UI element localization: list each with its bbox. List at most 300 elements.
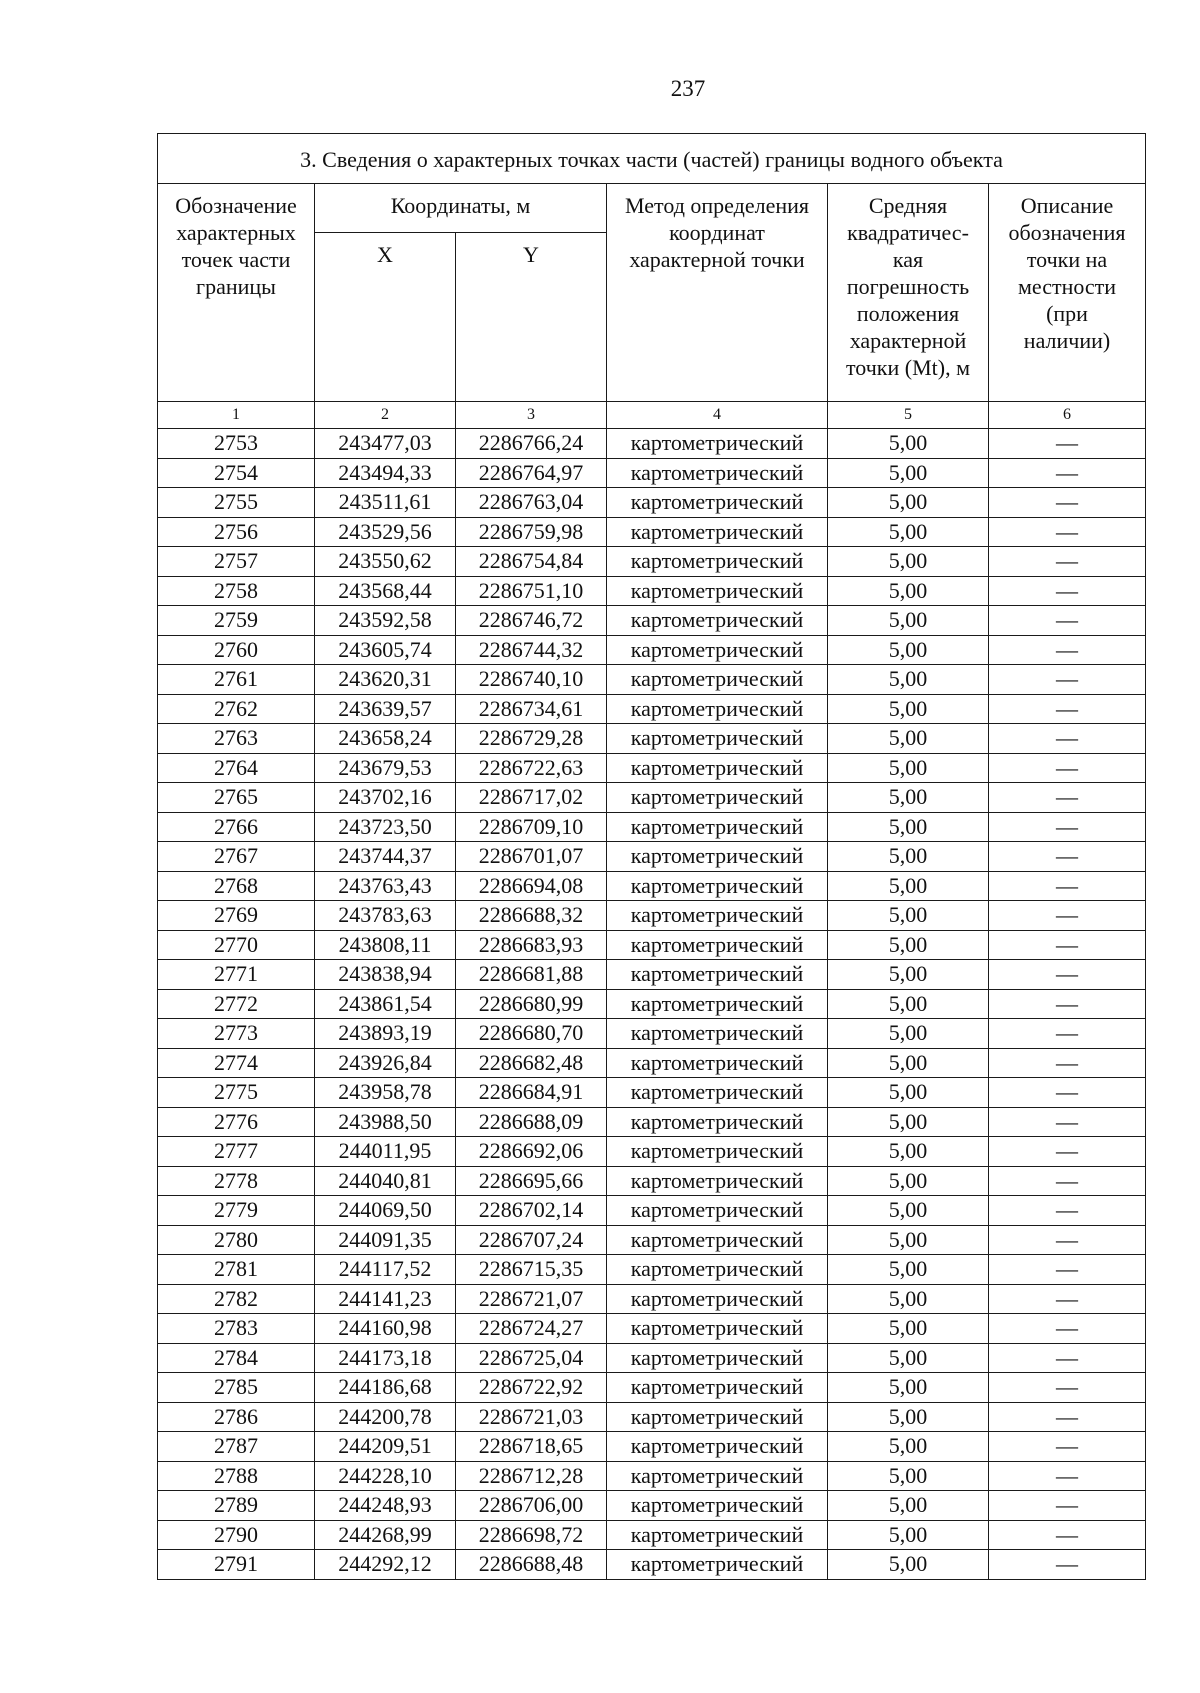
header-row-1 — [158, 184, 1146, 233]
y-coordinate-cell: 2286688,09 — [456, 1107, 607, 1137]
x-coordinate-cell: 243529,56 — [315, 517, 456, 547]
error-cell: 5,00 — [828, 547, 989, 577]
x-coordinate-cell: 244160,98 — [315, 1314, 456, 1344]
table-row — [158, 1461, 1146, 1491]
x-coordinate-cell: 243477,03 — [315, 429, 456, 459]
method-cell: картометрический — [607, 1284, 828, 1314]
table-row — [158, 458, 1146, 488]
header-x-text: X — [377, 242, 393, 267]
y-coordinate-cell: 2286740,10 — [456, 665, 607, 695]
y-coordinate-cell: 2286746,72 — [456, 606, 607, 636]
method-cell: картометрический — [607, 1461, 828, 1491]
point-cell: 2761 — [158, 665, 315, 695]
error-cell: 5,00 — [828, 1166, 989, 1196]
header-error-line: Средняя — [868, 193, 948, 218]
x-coordinate-cell: 243893,19 — [315, 1019, 456, 1049]
x-coordinate-cell: 244040,81 — [315, 1166, 456, 1196]
y-coordinate-cell: 2286744,32 — [456, 635, 607, 665]
point-cell: 2756 — [158, 517, 315, 547]
method-cell: картометрический — [607, 960, 828, 990]
description-cell: — — [989, 458, 1146, 488]
description-cell: — — [989, 812, 1146, 842]
table-row — [158, 1137, 1146, 1167]
header-x — [315, 233, 456, 402]
error-cell: 5,00 — [828, 871, 989, 901]
point-cell: 2774 — [158, 1048, 315, 1078]
point-cell: 2776 — [158, 1107, 315, 1137]
error-cell: 5,00 — [828, 842, 989, 872]
error-cell: 5,00 — [828, 812, 989, 842]
table-row — [158, 930, 1146, 960]
error-cell: 5,00 — [828, 1520, 989, 1550]
error-cell: 5,00 — [828, 1048, 989, 1078]
header-method-line: Метод определения — [624, 193, 810, 218]
method-cell: картометрический — [607, 694, 828, 724]
table-row — [158, 635, 1146, 665]
table-row — [158, 606, 1146, 636]
column-number-row — [158, 402, 1146, 429]
x-coordinate-cell: 244069,50 — [315, 1196, 456, 1226]
y-coordinate-cell: 2286701,07 — [456, 842, 607, 872]
x-coordinate-cell: 243763,43 — [315, 871, 456, 901]
error-cell: 5,00 — [828, 1137, 989, 1167]
table-row — [158, 576, 1146, 606]
table-row — [158, 1019, 1146, 1049]
x-coordinate-cell: 243568,44 — [315, 576, 456, 606]
method-cell: картометрический — [607, 488, 828, 518]
method-cell: картометрический — [607, 783, 828, 813]
y-coordinate-cell: 2286709,10 — [456, 812, 607, 842]
y-coordinate-cell: 2286683,93 — [456, 930, 607, 960]
table-title-text: 3. Сведения о характерных точках части (частей) границы водного объекта — [300, 146, 1003, 172]
error-cell: 5,00 — [828, 724, 989, 754]
point-cell: 2791 — [158, 1550, 315, 1580]
point-cell: 2773 — [158, 1019, 315, 1049]
table-row — [158, 665, 1146, 695]
point-cell: 2790 — [158, 1520, 315, 1550]
error-cell: 5,00 — [828, 1225, 989, 1255]
point-cell: 2754 — [158, 458, 315, 488]
point-cell: 2784 — [158, 1343, 315, 1373]
y-coordinate-cell: 2286721,07 — [456, 1284, 607, 1314]
method-cell: картометрический — [607, 429, 828, 459]
description-cell: — — [989, 1107, 1146, 1137]
point-cell: 2765 — [158, 783, 315, 813]
point-cell: 2787 — [158, 1432, 315, 1462]
description-cell: — — [989, 1461, 1146, 1491]
header-method — [607, 184, 828, 402]
x-coordinate-cell: 244209,51 — [315, 1432, 456, 1462]
column-number: 1 — [158, 402, 315, 429]
error-cell: 5,00 — [828, 429, 989, 459]
point-cell: 2785 — [158, 1373, 315, 1403]
x-coordinate-cell: 243679,53 — [315, 753, 456, 783]
method-cell: картометрический — [607, 842, 828, 872]
y-coordinate-cell: 2286724,27 — [456, 1314, 607, 1344]
method-cell: картометрический — [607, 753, 828, 783]
table-row — [158, 1402, 1146, 1432]
error-cell: 5,00 — [828, 1019, 989, 1049]
point-cell: 2779 — [158, 1196, 315, 1226]
description-cell: — — [989, 547, 1146, 577]
table-row — [158, 724, 1146, 754]
method-cell: картометрический — [607, 1255, 828, 1285]
method-cell: картометрический — [607, 1520, 828, 1550]
error-cell: 5,00 — [828, 1314, 989, 1344]
header-designation-line: Обозначение — [175, 193, 297, 218]
y-coordinate-cell: 2286751,10 — [456, 576, 607, 606]
method-cell: картометрический — [607, 458, 828, 488]
y-coordinate-cell: 2286764,97 — [456, 458, 607, 488]
table-row — [158, 783, 1146, 813]
point-cell: 2771 — [158, 960, 315, 990]
description-cell: — — [989, 694, 1146, 724]
header-method-line: координат — [669, 220, 765, 245]
header-description-line: точки на — [1026, 247, 1108, 272]
description-cell: — — [989, 1343, 1146, 1373]
description-cell: — — [989, 1048, 1146, 1078]
method-cell: картометрический — [607, 1166, 828, 1196]
y-coordinate-cell: 2286695,66 — [456, 1166, 607, 1196]
description-cell: — — [989, 665, 1146, 695]
y-coordinate-cell: 2286707,24 — [456, 1225, 607, 1255]
point-cell: 2768 — [158, 871, 315, 901]
y-coordinate-cell: 2286715,35 — [456, 1255, 607, 1285]
y-coordinate-cell: 2286725,04 — [456, 1343, 607, 1373]
y-coordinate-cell: 2286680,70 — [456, 1019, 607, 1049]
table-row — [158, 517, 1146, 547]
method-cell: картометрический — [607, 1432, 828, 1462]
column-number: 2 — [315, 402, 456, 429]
method-cell: картометрический — [607, 606, 828, 636]
description-cell: — — [989, 930, 1146, 960]
point-cell: 2778 — [158, 1166, 315, 1196]
description-cell: — — [989, 1491, 1146, 1521]
table-row — [158, 753, 1146, 783]
table-row — [158, 901, 1146, 931]
error-cell: 5,00 — [828, 753, 989, 783]
header-error-line: точки (Mt), м — [845, 355, 971, 380]
table-row — [158, 1491, 1146, 1521]
point-cell: 2783 — [158, 1314, 315, 1344]
table-row — [158, 547, 1146, 577]
method-cell: картометрический — [607, 1137, 828, 1167]
method-cell: картометрический — [607, 1314, 828, 1344]
method-cell: картометрический — [607, 1196, 828, 1226]
header-error — [828, 184, 989, 402]
y-coordinate-cell: 2286721,03 — [456, 1402, 607, 1432]
method-cell: картометрический — [607, 901, 828, 931]
boundary-points-table — [157, 133, 1146, 1580]
x-coordinate-cell: 244200,78 — [315, 1402, 456, 1432]
description-cell: — — [989, 901, 1146, 931]
method-cell: картометрический — [607, 1019, 828, 1049]
y-coordinate-cell: 2286718,65 — [456, 1432, 607, 1462]
description-cell: — — [989, 1255, 1146, 1285]
header-description-line: Описание — [1020, 193, 1114, 218]
x-coordinate-cell: 243808,11 — [315, 930, 456, 960]
column-number: 4 — [607, 402, 828, 429]
table-row — [158, 1550, 1146, 1580]
error-cell: 5,00 — [828, 606, 989, 636]
header-coordinates — [315, 184, 607, 233]
point-cell: 2782 — [158, 1284, 315, 1314]
description-cell: — — [989, 429, 1146, 459]
method-cell: картометрический — [607, 576, 828, 606]
description-cell: — — [989, 488, 1146, 518]
header-coordinates-text: Координаты, м — [390, 193, 531, 218]
x-coordinate-cell: 243783,63 — [315, 901, 456, 931]
method-cell: картометрический — [607, 1078, 828, 1108]
point-cell: 2781 — [158, 1255, 315, 1285]
point-cell: 2759 — [158, 606, 315, 636]
method-cell: картометрический — [607, 871, 828, 901]
table-row — [158, 1225, 1146, 1255]
point-cell: 2769 — [158, 901, 315, 931]
point-cell: 2753 — [158, 429, 315, 459]
error-cell: 5,00 — [828, 901, 989, 931]
method-cell: картометрический — [607, 1343, 828, 1373]
header-description — [989, 184, 1146, 402]
header-description-line: обозначения — [1008, 220, 1126, 245]
point-cell: 2786 — [158, 1402, 315, 1432]
table-row — [158, 1343, 1146, 1373]
x-coordinate-cell: 243511,61 — [315, 488, 456, 518]
header-error-line: положения — [856, 301, 960, 326]
y-coordinate-cell: 2286706,00 — [456, 1491, 607, 1521]
header-designation-line: характерных — [176, 220, 296, 245]
x-coordinate-cell: 243605,74 — [315, 635, 456, 665]
table-row — [158, 1373, 1146, 1403]
error-cell: 5,00 — [828, 1491, 989, 1521]
description-cell: — — [989, 1196, 1146, 1226]
header-error-line: квадратичес- — [847, 220, 969, 245]
x-coordinate-cell: 243620,31 — [315, 665, 456, 695]
description-cell: — — [989, 871, 1146, 901]
error-cell: 5,00 — [828, 458, 989, 488]
column-number: 5 — [828, 402, 989, 429]
method-cell: картометрический — [607, 1550, 828, 1580]
header-error-line: кая — [892, 247, 924, 272]
y-coordinate-cell: 2286684,91 — [456, 1078, 607, 1108]
table-row — [158, 488, 1146, 518]
table-row — [158, 1520, 1146, 1550]
x-coordinate-cell: 244228,10 — [315, 1461, 456, 1491]
x-coordinate-cell: 244248,93 — [315, 1491, 456, 1521]
x-coordinate-cell: 244173,18 — [315, 1343, 456, 1373]
point-cell: 2755 — [158, 488, 315, 518]
error-cell: 5,00 — [828, 1107, 989, 1137]
y-coordinate-cell: 2286682,48 — [456, 1048, 607, 1078]
point-cell: 2770 — [158, 930, 315, 960]
point-cell: 2788 — [158, 1461, 315, 1491]
x-coordinate-cell: 243550,62 — [315, 547, 456, 577]
error-cell: 5,00 — [828, 1255, 989, 1285]
description-cell: — — [989, 960, 1146, 990]
point-cell: 2789 — [158, 1491, 315, 1521]
error-cell: 5,00 — [828, 960, 989, 990]
table-title — [158, 134, 1146, 184]
x-coordinate-cell: 244292,12 — [315, 1550, 456, 1580]
description-cell: — — [989, 1166, 1146, 1196]
description-cell: — — [989, 1225, 1146, 1255]
method-cell: картометрический — [607, 724, 828, 754]
description-cell: — — [989, 606, 1146, 636]
description-cell: — — [989, 635, 1146, 665]
y-coordinate-cell: 2286763,04 — [456, 488, 607, 518]
table-row — [158, 1196, 1146, 1226]
error-cell: 5,00 — [828, 783, 989, 813]
header-designation — [158, 184, 315, 402]
table-row — [158, 1107, 1146, 1137]
method-cell: картометрический — [607, 812, 828, 842]
y-coordinate-cell: 2286722,63 — [456, 753, 607, 783]
table-row — [158, 1166, 1146, 1196]
header-description-line: наличии) — [1023, 328, 1111, 353]
x-coordinate-cell: 243702,16 — [315, 783, 456, 813]
header-y — [456, 233, 607, 402]
y-coordinate-cell: 2286694,08 — [456, 871, 607, 901]
error-cell: 5,00 — [828, 1550, 989, 1580]
description-cell: — — [989, 517, 1146, 547]
method-cell: картометрический — [607, 517, 828, 547]
y-coordinate-cell: 2286680,99 — [456, 989, 607, 1019]
y-coordinate-cell: 2286692,06 — [456, 1137, 607, 1167]
method-cell: картометрический — [607, 547, 828, 577]
header-y-text: Y — [523, 242, 539, 267]
method-cell: картометрический — [607, 1107, 828, 1137]
error-cell: 5,00 — [828, 930, 989, 960]
description-cell: — — [989, 1550, 1146, 1580]
method-cell: картометрический — [607, 989, 828, 1019]
page-number: 237 — [670, 76, 706, 101]
y-coordinate-cell: 2286688,32 — [456, 901, 607, 931]
x-coordinate-cell: 244011,95 — [315, 1137, 456, 1167]
header-designation-line: точек части — [181, 247, 291, 272]
x-coordinate-cell: 244268,99 — [315, 1520, 456, 1550]
header-designation-line: границы — [196, 274, 276, 299]
description-cell: — — [989, 1520, 1146, 1550]
error-cell: 5,00 — [828, 488, 989, 518]
error-cell: 5,00 — [828, 1461, 989, 1491]
description-cell: — — [989, 842, 1146, 872]
description-cell: — — [989, 753, 1146, 783]
error-cell: 5,00 — [828, 1343, 989, 1373]
method-cell: картометрический — [607, 1402, 828, 1432]
point-cell: 2775 — [158, 1078, 315, 1108]
x-coordinate-cell: 244091,35 — [315, 1225, 456, 1255]
y-coordinate-cell: 2286759,98 — [456, 517, 607, 547]
table-title-row — [158, 134, 1146, 184]
point-cell: 2777 — [158, 1137, 315, 1167]
y-coordinate-cell: 2286729,28 — [456, 724, 607, 754]
y-coordinate-cell: 2286722,92 — [456, 1373, 607, 1403]
description-cell: — — [989, 576, 1146, 606]
point-cell: 2757 — [158, 547, 315, 577]
description-cell: — — [989, 1284, 1146, 1314]
method-cell: картометрический — [607, 1225, 828, 1255]
x-coordinate-cell: 243958,78 — [315, 1078, 456, 1108]
x-coordinate-cell: 244141,23 — [315, 1284, 456, 1314]
method-cell: картометрический — [607, 1491, 828, 1521]
table-row — [158, 842, 1146, 872]
error-cell: 5,00 — [828, 1284, 989, 1314]
x-coordinate-cell: 243926,84 — [315, 1048, 456, 1078]
point-cell: 2780 — [158, 1225, 315, 1255]
y-coordinate-cell: 2286688,48 — [456, 1550, 607, 1580]
error-cell: 5,00 — [828, 1402, 989, 1432]
point-cell: 2763 — [158, 724, 315, 754]
error-cell: 5,00 — [828, 989, 989, 1019]
y-coordinate-cell: 2286712,28 — [456, 1461, 607, 1491]
description-cell: — — [989, 1402, 1146, 1432]
error-cell: 5,00 — [828, 635, 989, 665]
method-cell: картометрический — [607, 1373, 828, 1403]
point-cell: 2758 — [158, 576, 315, 606]
x-coordinate-cell: 244186,68 — [315, 1373, 456, 1403]
x-coordinate-cell: 243592,58 — [315, 606, 456, 636]
x-coordinate-cell: 244117,52 — [315, 1255, 456, 1285]
point-cell: 2766 — [158, 812, 315, 842]
table-row — [158, 1048, 1146, 1078]
y-coordinate-cell: 2286734,61 — [456, 694, 607, 724]
description-cell: — — [989, 1137, 1146, 1167]
point-cell: 2760 — [158, 635, 315, 665]
y-coordinate-cell: 2286766,24 — [456, 429, 607, 459]
table-row — [158, 1432, 1146, 1462]
y-coordinate-cell: 2286717,02 — [456, 783, 607, 813]
method-cell: картометрический — [607, 665, 828, 695]
method-cell: картометрический — [607, 635, 828, 665]
table-row — [158, 1284, 1146, 1314]
description-cell: — — [989, 1019, 1146, 1049]
table-row — [158, 429, 1146, 459]
method-cell: картометрический — [607, 1048, 828, 1078]
error-cell: 5,00 — [828, 665, 989, 695]
error-cell: 5,00 — [828, 1196, 989, 1226]
table-row — [158, 1255, 1146, 1285]
description-cell: — — [989, 1432, 1146, 1462]
description-cell: — — [989, 1078, 1146, 1108]
x-coordinate-cell: 243658,24 — [315, 724, 456, 754]
x-coordinate-cell: 243838,94 — [315, 960, 456, 990]
table-row — [158, 1314, 1146, 1344]
table-row — [158, 694, 1146, 724]
error-cell: 5,00 — [828, 1432, 989, 1462]
point-cell: 2762 — [158, 694, 315, 724]
description-cell: — — [989, 1314, 1146, 1344]
error-cell: 5,00 — [828, 694, 989, 724]
y-coordinate-cell: 2286698,72 — [456, 1520, 607, 1550]
table-row — [158, 871, 1146, 901]
point-cell: 2767 — [158, 842, 315, 872]
error-cell: 5,00 — [828, 517, 989, 547]
table-row — [158, 960, 1146, 990]
header-error-line: характерной — [849, 328, 967, 353]
y-coordinate-cell: 2286754,84 — [456, 547, 607, 577]
description-cell: — — [989, 1373, 1146, 1403]
x-coordinate-cell: 243988,50 — [315, 1107, 456, 1137]
column-number: 6 — [989, 402, 1146, 429]
description-cell: — — [989, 783, 1146, 813]
description-cell: — — [989, 724, 1146, 754]
description-cell: — — [989, 989, 1146, 1019]
x-coordinate-cell: 243723,50 — [315, 812, 456, 842]
error-cell: 5,00 — [828, 1078, 989, 1108]
header-description-line: местности — [1017, 274, 1117, 299]
header-method-line: характерной точки — [629, 247, 805, 272]
x-coordinate-cell: 243494,33 — [315, 458, 456, 488]
